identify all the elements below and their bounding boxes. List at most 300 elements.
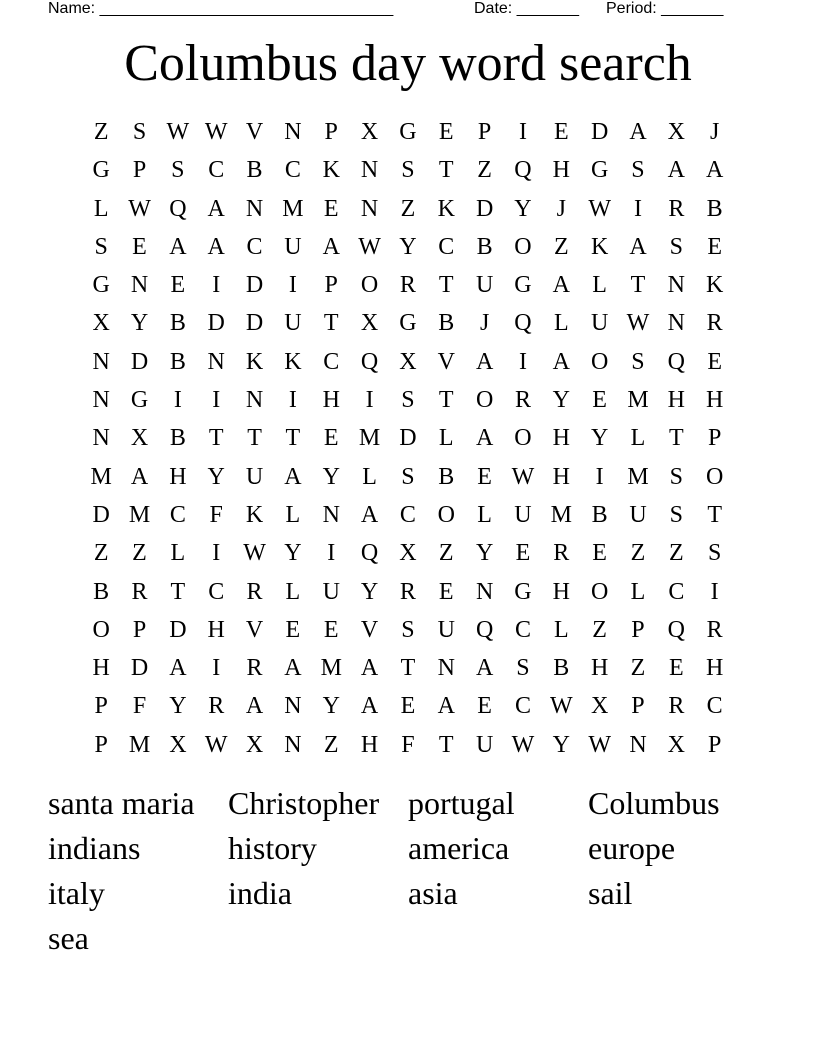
grid-letter[interactable]: R <box>668 195 685 222</box>
grid-letter[interactable]: N <box>667 272 685 299</box>
grid-letter[interactable]: H <box>552 425 570 452</box>
grid-letter[interactable]: C <box>668 578 685 605</box>
grid-letter[interactable]: E <box>477 463 492 490</box>
grid-letter[interactable]: K <box>706 272 724 299</box>
grid-letter[interactable]: I <box>518 348 527 375</box>
grid-letter[interactable]: E <box>668 655 684 682</box>
grid-letter[interactable]: T <box>438 387 454 414</box>
grid-letter[interactable]: W <box>243 540 266 567</box>
grid-letter[interactable]: J <box>710 119 720 145</box>
grid-letter[interactable]: B <box>93 578 110 605</box>
grid-letter[interactable]: M <box>627 463 649 490</box>
grid-letter[interactable]: W <box>549 693 573 720</box>
grid-letter[interactable]: Q <box>514 157 532 184</box>
grid-letter[interactable]: B <box>476 233 493 260</box>
grid-letter[interactable]: O <box>590 578 609 605</box>
grid-letter[interactable]: E <box>323 425 339 452</box>
grid-letter[interactable]: I <box>327 540 336 567</box>
grid-row <box>82 458 734 496</box>
grid-letter[interactable]: D <box>245 310 264 337</box>
grid-letter[interactable]: S <box>516 655 530 682</box>
grid-letter[interactable]: Y <box>590 425 609 452</box>
word-list-item: america <box>408 830 510 866</box>
grid-letter[interactable]: T <box>438 272 454 299</box>
grid-letter[interactable]: W <box>358 233 381 260</box>
grid-letter[interactable]: L <box>592 272 607 299</box>
grid-letter[interactable]: T <box>247 425 262 452</box>
grid-letter[interactable]: A <box>437 693 455 720</box>
grid-letter[interactable]: W <box>128 195 151 222</box>
grid-letter[interactable]: I <box>710 578 719 605</box>
grid-letter[interactable]: A <box>552 272 570 299</box>
word-list-item: india <box>228 875 292 911</box>
grid-letter[interactable]: D <box>590 119 609 145</box>
grid-letter[interactable]: Z <box>438 540 454 567</box>
grid-letter[interactable]: A <box>207 233 225 260</box>
grid-letter[interactable]: J <box>556 195 566 222</box>
grid-letter[interactable]: A <box>475 348 494 375</box>
grid-letter[interactable]: E <box>400 693 416 720</box>
grid-letter[interactable]: U <box>629 501 647 528</box>
grid-letter[interactable]: O <box>590 348 609 375</box>
grid-letter[interactable]: X <box>399 348 417 375</box>
grid-letter[interactable]: Z <box>400 195 416 222</box>
grid-letter[interactable]: Z <box>553 233 569 260</box>
grid-letter[interactable]: I <box>288 387 297 414</box>
grid-letter[interactable]: Z <box>323 731 339 758</box>
grid-letter[interactable]: I <box>212 540 221 567</box>
grid-letter[interactable]: V <box>245 119 264 145</box>
grid-letter[interactable]: U <box>437 616 455 643</box>
grid-letter[interactable]: L <box>438 425 454 452</box>
grid-letter[interactable]: I <box>212 272 221 299</box>
word-list-item: portugal <box>408 785 515 821</box>
grid-letter[interactable]: E <box>285 616 301 643</box>
grid-letter[interactable]: E <box>132 233 147 260</box>
grid-letter[interactable]: Y <box>284 540 302 567</box>
grid-letter[interactable]: O <box>514 425 532 452</box>
grid-letter[interactable]: T <box>707 501 722 528</box>
grid-letter[interactable]: L <box>362 463 377 490</box>
grid-letter[interactable]: E <box>170 272 186 299</box>
grid-letter[interactable]: A <box>552 348 570 375</box>
grid-letter[interactable]: X <box>590 693 609 720</box>
grid-letter[interactable]: F <box>132 693 147 720</box>
grid-letter[interactable]: E <box>707 233 722 260</box>
grid-letter[interactable]: A <box>207 195 225 222</box>
grid-letter[interactable]: P <box>132 157 147 184</box>
grid-letter[interactable]: R <box>246 578 263 605</box>
grid-letter[interactable]: A <box>130 463 149 490</box>
grid-letter[interactable]: R <box>399 578 416 605</box>
grid-letter[interactable]: H <box>207 616 225 643</box>
grid-letter[interactable]: R <box>399 272 416 299</box>
grid-letter[interactable]: I <box>633 195 642 222</box>
grid-letter[interactable]: R <box>553 540 570 567</box>
grid-letter[interactable]: C <box>169 501 186 528</box>
grid-letter[interactable]: Z <box>630 655 646 682</box>
grid-letter[interactable]: H <box>706 655 724 682</box>
grid-letter[interactable]: Y <box>207 463 225 490</box>
grid-letter[interactable]: W <box>204 731 228 758</box>
grid-letter[interactable]: N <box>245 195 264 222</box>
grid-letter[interactable]: D <box>92 501 110 528</box>
grid-letter[interactable]: S <box>401 463 415 490</box>
grid-letter[interactable]: E <box>323 195 339 222</box>
grid-letter[interactable]: Z <box>477 157 492 184</box>
grid-letter[interactable]: O <box>514 233 532 260</box>
grid-letter[interactable]: L <box>285 501 301 528</box>
grid-letter[interactable]: X <box>92 310 110 337</box>
grid-letter[interactable]: S <box>707 540 722 567</box>
grid-letter[interactable]: L <box>553 310 569 337</box>
grid-letter[interactable]: K <box>284 348 302 375</box>
grid-letter[interactable]: H <box>590 655 609 682</box>
grid-letter[interactable]: B <box>438 310 455 337</box>
grid-letter[interactable]: U <box>245 463 264 490</box>
grid-letter[interactable]: K <box>437 195 455 222</box>
grid-letter[interactable]: G <box>92 157 110 184</box>
grid-letter[interactable]: Q <box>667 616 685 643</box>
grid-letter[interactable]: C <box>208 157 225 184</box>
grid-letter[interactable]: Y <box>169 693 187 720</box>
grid-letter[interactable]: S <box>401 387 415 414</box>
grid-letter[interactable]: I <box>212 655 221 682</box>
grid-letter[interactable]: H <box>92 655 110 682</box>
grid-letter[interactable]: I <box>595 463 604 490</box>
grid-letter[interactable]: B <box>169 310 186 337</box>
grid-letter[interactable]: N <box>284 693 302 720</box>
grid-letter[interactable]: T <box>170 578 186 605</box>
grid-letter[interactable]: A <box>360 693 379 720</box>
grid-letter[interactable]: G <box>399 119 417 145</box>
grid-letter[interactable]: D <box>130 655 149 682</box>
grid-letter[interactable]: S <box>631 348 645 375</box>
grid-letter[interactable]: X <box>360 119 379 145</box>
grid-letter[interactable]: Z <box>630 540 646 567</box>
grid-letter[interactable]: R <box>706 310 723 337</box>
grid-letter[interactable]: Q <box>169 195 187 222</box>
grid-letter[interactable]: P <box>631 693 645 720</box>
grid-letter[interactable]: Z <box>132 540 147 567</box>
grid-letter[interactable]: C <box>399 501 416 528</box>
grid-letter[interactable]: P <box>94 693 108 720</box>
grid-letter[interactable]: P <box>707 425 722 452</box>
grid-letter[interactable]: B <box>706 195 723 222</box>
grid-letter[interactable]: B <box>591 501 608 528</box>
grid-letter[interactable]: N <box>360 157 379 184</box>
grid-row <box>82 534 734 572</box>
grid-letter[interactable]: S <box>401 157 415 184</box>
grid-letter[interactable]: T <box>285 425 301 452</box>
grid-letter[interactable]: A <box>360 655 379 682</box>
grid-letter[interactable]: D <box>169 616 187 643</box>
grid-letter[interactable]: E <box>438 578 454 605</box>
grid-letter[interactable]: G <box>130 387 149 414</box>
grid-row <box>82 611 734 649</box>
grid-letter[interactable]: I <box>173 387 182 414</box>
grid-letter[interactable]: M <box>627 387 649 414</box>
grid-letter[interactable]: W <box>626 310 650 337</box>
grid-letter[interactable]: H <box>667 387 685 414</box>
grid-letter[interactable]: N <box>92 425 110 452</box>
grid-letter[interactable]: R <box>131 578 148 605</box>
grid-letter[interactable]: C <box>208 578 225 605</box>
grid-letter[interactable]: C <box>706 693 723 720</box>
grid-letter[interactable]: R <box>668 693 685 720</box>
grid-letter[interactable]: U <box>475 272 494 299</box>
grid-letter[interactable]: W <box>588 731 611 758</box>
grid-letter[interactable]: Y <box>322 463 340 490</box>
grid-letter[interactable]: M <box>550 501 572 528</box>
grid-letter[interactable]: U <box>514 501 532 528</box>
grid-letter[interactable]: H <box>552 578 570 605</box>
grid-letter[interactable]: X <box>667 731 685 758</box>
grid-letter[interactable]: G <box>514 272 532 299</box>
grid-letter[interactable]: G <box>590 157 609 184</box>
grid-letter[interactable]: X <box>399 540 417 567</box>
grid-letter[interactable]: Z <box>668 540 684 567</box>
grid-letter[interactable]: E <box>323 616 339 643</box>
grid-letter[interactable]: W <box>511 731 535 758</box>
grid-letter[interactable]: U <box>590 310 609 337</box>
grid-letter[interactable]: N <box>475 578 494 605</box>
grid-letter[interactable]: S <box>669 233 683 260</box>
grid-letter[interactable]: V <box>245 616 264 643</box>
grid-letter[interactable]: C <box>514 693 531 720</box>
grid-letter[interactable]: O <box>92 616 110 643</box>
grid-letter[interactable]: C <box>514 616 531 643</box>
grid-letter[interactable]: L <box>93 195 109 222</box>
grid-letter[interactable]: A <box>667 157 685 184</box>
grid-letter[interactable]: T <box>668 425 684 452</box>
grid-letter[interactable]: A <box>360 501 379 528</box>
grid-letter[interactable]: M <box>320 655 342 682</box>
grid-letter[interactable]: P <box>94 731 108 758</box>
grid-letter[interactable]: J <box>479 310 490 337</box>
grid-letter[interactable]: Y <box>360 578 379 605</box>
grid-letter[interactable]: N <box>92 348 110 375</box>
grid-letter[interactable]: O <box>360 272 379 299</box>
grid-letter[interactable]: I <box>288 272 297 299</box>
grid-letter[interactable]: R <box>208 693 225 720</box>
grid-letter[interactable]: Y <box>130 310 149 337</box>
grid-letter[interactable]: A <box>169 655 187 682</box>
grid-letter[interactable]: E <box>438 119 454 145</box>
grid-letter[interactable]: W <box>588 195 611 222</box>
grid-letter[interactable]: F <box>401 731 415 758</box>
grid-letter[interactable]: X <box>360 310 379 337</box>
grid-letter[interactable]: N <box>360 195 379 222</box>
grid-letter[interactable]: U <box>475 731 494 758</box>
grid-letter[interactable]: A <box>284 463 302 490</box>
grid-letter[interactable]: G <box>92 272 110 299</box>
grid-letter[interactable]: N <box>92 387 110 414</box>
grid-letter[interactable]: P <box>132 616 147 643</box>
grid-letter[interactable]: T <box>630 272 646 299</box>
grid-letter[interactable]: N <box>437 655 455 682</box>
grid-letter[interactable]: A <box>475 655 494 682</box>
grid-letter[interactable]: U <box>284 310 302 337</box>
grid-letter[interactable]: C <box>438 233 455 260</box>
grid-letter[interactable]: I <box>365 387 374 414</box>
grid-letter[interactable]: N <box>130 272 149 299</box>
date-field[interactable]: Date: _______ <box>474 0 579 17</box>
grid-letter[interactable]: Y <box>475 540 494 567</box>
grid-letter[interactable]: S <box>669 463 683 490</box>
grid-letter[interactable]: H <box>169 463 187 490</box>
grid-letter[interactable]: L <box>477 501 492 528</box>
grid-letter[interactable]: A <box>284 655 302 682</box>
grid-letter[interactable]: X <box>130 425 149 452</box>
grid-letter[interactable]: V <box>360 616 379 643</box>
grid-letter[interactable]: Q <box>360 540 379 567</box>
grid-letter[interactable]: N <box>322 501 340 528</box>
grid-letter[interactable]: H <box>706 387 724 414</box>
grid-letter[interactable]: T <box>208 425 224 452</box>
grid-letter[interactable]: S <box>132 119 147 145</box>
grid-letter[interactable]: A <box>245 693 264 720</box>
grid-letter[interactable]: Z <box>93 119 109 145</box>
grid-letter[interactable]: A <box>629 119 647 145</box>
grid-letter[interactable]: B <box>169 425 186 452</box>
grid-letter[interactable]: T <box>438 731 454 758</box>
grid-letter[interactable]: O <box>475 387 494 414</box>
grid-letter[interactable]: N <box>284 731 302 758</box>
grid-letter[interactable]: C <box>284 157 301 184</box>
grid-letter[interactable]: Z <box>93 540 109 567</box>
grid-letter[interactable]: H <box>552 463 570 490</box>
grid-letter[interactable]: N <box>284 119 302 145</box>
grid-letter[interactable]: W <box>511 463 535 490</box>
grid-letter[interactable]: V <box>437 348 455 375</box>
grid-letter[interactable]: L <box>553 616 569 643</box>
grid-letter[interactable]: X <box>169 731 187 758</box>
grid-letter[interactable]: B <box>246 157 263 184</box>
grid-letter[interactable]: P <box>324 119 338 145</box>
grid-letter[interactable]: Q <box>475 616 494 643</box>
grid-letter[interactable]: P <box>707 731 722 758</box>
grid-letter[interactable]: O <box>437 501 455 528</box>
grid-letter[interactable]: M <box>282 195 304 222</box>
grid-letter[interactable]: M <box>128 731 151 758</box>
grid-letter[interactable]: N <box>245 387 264 414</box>
grid-letter[interactable]: D <box>207 310 225 337</box>
grid-letter[interactable]: B <box>438 463 455 490</box>
grid-letter[interactable]: A <box>629 233 647 260</box>
grid-letter[interactable]: C <box>246 233 263 260</box>
grid-letter[interactable]: D <box>130 348 149 375</box>
grid-letter[interactable]: H <box>360 731 379 758</box>
grid-letter[interactable]: T <box>438 157 454 184</box>
grid-letter[interactable]: M <box>90 463 112 490</box>
grid-row <box>82 573 734 611</box>
grid-letter[interactable]: K <box>322 157 340 184</box>
grid-letter[interactable]: B <box>169 348 186 375</box>
grid-letter[interactable]: D <box>245 272 264 299</box>
grid-letter[interactable]: A <box>475 425 494 452</box>
grid-letter[interactable]: L <box>285 578 301 605</box>
grid-letter[interactable]: K <box>245 348 264 375</box>
grid-letter[interactable]: U <box>284 233 302 260</box>
grid-letter[interactable]: W <box>204 119 228 145</box>
grid-letter[interactable]: P <box>477 119 492 145</box>
grid-letter[interactable]: G <box>399 310 417 337</box>
grid-letter[interactable]: T <box>323 310 339 337</box>
grid-letter[interactable]: X <box>245 731 264 758</box>
grid-letter[interactable]: H <box>552 157 570 184</box>
grid-letter[interactable]: K <box>245 501 264 528</box>
grid-letter[interactable]: L <box>630 578 646 605</box>
grid-letter[interactable]: H <box>322 387 340 414</box>
grid-letter[interactable]: O <box>706 463 724 490</box>
grid-letter[interactable]: A <box>706 157 724 184</box>
grid-letter[interactable]: R <box>706 616 723 643</box>
grid-letter[interactable]: I <box>518 119 527 145</box>
grid-letter[interactable]: P <box>324 272 338 299</box>
name-field[interactable]: Name: _________________________________ <box>48 0 394 17</box>
grid-letter[interactable]: C <box>323 348 340 375</box>
grid-letter[interactable]: E <box>515 540 531 567</box>
grid-letter[interactable]: X <box>667 119 685 145</box>
grid-letter[interactable]: R <box>246 655 263 682</box>
grid-letter[interactable]: E <box>592 540 607 567</box>
grid-letter[interactable]: I <box>212 387 221 414</box>
grid-letter[interactable]: E <box>592 387 607 414</box>
grid-letter[interactable]: L <box>170 540 186 567</box>
grid-letter[interactable]: S <box>669 501 683 528</box>
grid-letter[interactable]: N <box>667 310 685 337</box>
grid-letter[interactable]: Q <box>667 348 685 375</box>
period-field[interactable]: Period: _______ <box>606 0 724 17</box>
grid-letter[interactable]: F <box>209 501 223 528</box>
grid-letter[interactable]: D <box>399 425 417 452</box>
grid-letter[interactable]: P <box>631 616 645 643</box>
grid-letter[interactable]: Y <box>399 233 417 260</box>
grid-letter[interactable]: Q <box>360 348 379 375</box>
grid-letter[interactable]: T <box>400 655 416 682</box>
grid-letter[interactable]: L <box>630 425 646 452</box>
grid-letter[interactable]: D <box>475 195 494 222</box>
grid-letter[interactable]: S <box>631 157 645 184</box>
grid-letter[interactable]: K <box>590 233 609 260</box>
grid-letter[interactable]: R <box>514 387 531 414</box>
grid-letter[interactable]: E <box>707 348 722 375</box>
grid-letter[interactable]: E <box>553 119 569 145</box>
grid-letter[interactable]: B <box>553 655 570 682</box>
grid-letter[interactable]: S <box>94 233 108 260</box>
grid-letter[interactable]: M <box>358 425 381 452</box>
grid-letter[interactable]: N <box>629 731 647 758</box>
grid-letter[interactable]: A <box>322 233 340 260</box>
word-list-item: europe <box>588 830 676 866</box>
grid-letter[interactable]: Y <box>552 731 570 758</box>
grid-letter[interactable]: E <box>477 693 492 720</box>
grid-letter[interactable]: Q <box>514 310 532 337</box>
grid-letter[interactable]: Y <box>514 195 532 222</box>
grid-letter[interactable]: N <box>207 348 225 375</box>
grid-letter[interactable]: G <box>514 578 532 605</box>
grid-letter[interactable]: Y <box>322 693 340 720</box>
grid-letter[interactable]: Y <box>552 387 570 414</box>
grid-letter[interactable]: Z <box>592 616 607 643</box>
grid-letter[interactable]: W <box>166 119 190 145</box>
grid-letter[interactable]: M <box>128 501 151 528</box>
grid-letter[interactable]: A <box>169 233 187 260</box>
grid-letter[interactable]: S <box>171 157 185 184</box>
grid-letter[interactable]: U <box>322 578 340 605</box>
grid-letter[interactable]: S <box>401 616 415 643</box>
